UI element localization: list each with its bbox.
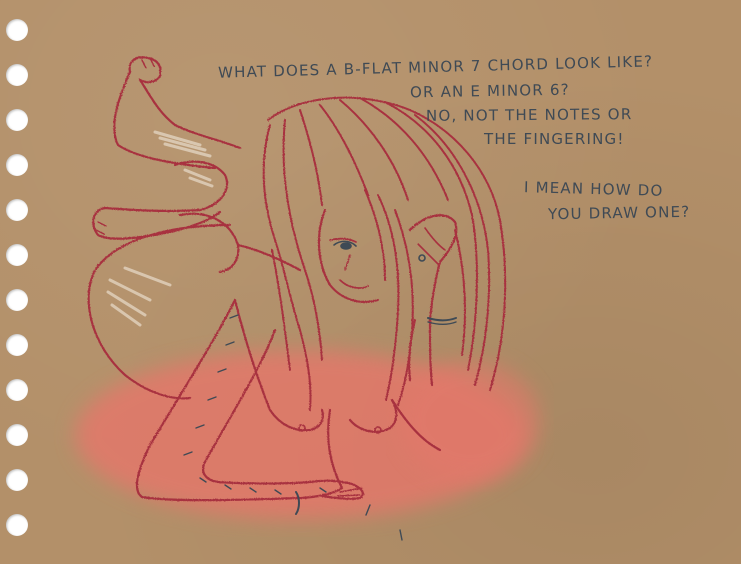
knee [175,162,227,210]
bracelet [428,318,456,320]
caption-line-1: WHAT DOES A B-FLAT MINOR 7 CHORD LOOK LIKE? [217,52,654,82]
hand-on-head [410,215,456,320]
face [319,210,378,302]
back [238,245,300,270]
caption-line-2: OR AN E MINOR 6? [409,80,570,102]
caption-line-6: YOU DRAW ONE? [547,202,691,224]
pink-blanket [75,350,540,520]
caption-line-3: NO, NOT THE NOTES OR [425,105,633,125]
foot [130,57,161,82]
caption-line-4: THE FINGERING! [484,130,625,148]
caption-line-5: I MEAN HOW DO [523,178,664,200]
